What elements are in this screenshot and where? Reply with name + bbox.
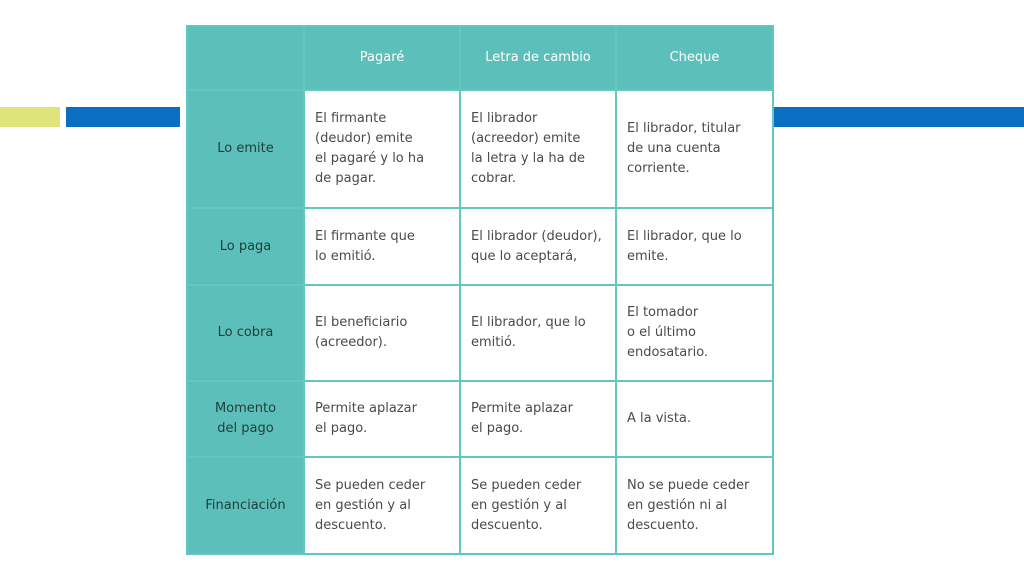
- decorative-yellow-bar: [0, 107, 60, 127]
- row-header: [187, 285, 304, 381]
- table-cell: [304, 285, 460, 381]
- cell-text: No se puede ceder en gestión ni al descuento.: [627, 477, 750, 533]
- cell-text: El librador, titular de una cuenta corriente.: [627, 121, 741, 176]
- cell-text: El librador, que lo emite.: [627, 228, 742, 264]
- row-header-label: Lo cobra: [217, 325, 274, 340]
- row-header-label: Lo paga: [219, 238, 272, 254]
- cell-text: Se pueden ceder en gestión y al descuento.: [471, 477, 582, 533]
- table-header-row: [187, 26, 773, 90]
- table-cell: [616, 208, 773, 285]
- cell-text: El librador (acreedor) emite la letra y la ha de cobrar.: [471, 111, 585, 186]
- cell-text: Se pueden ceder en gestión y al descuento.: [315, 477, 426, 533]
- cell-text: El librador, que lo emitió.: [471, 315, 586, 350]
- table-cell: [460, 208, 616, 285]
- row-header-label: Financiación: [205, 497, 286, 513]
- table-cell: [460, 90, 616, 208]
- decorative-blue-bar-left: [66, 107, 180, 127]
- row-header-label: Lo emite: [217, 141, 274, 156]
- cell-text: Permite aplazar el pago.: [471, 401, 573, 436]
- row-header-label: Momento del pago: [214, 401, 277, 436]
- table-row: [187, 285, 773, 381]
- table-cell: [304, 381, 460, 457]
- table-cell: [304, 208, 460, 285]
- cell-text: Permite aplazar el pago.: [315, 401, 417, 436]
- table-cell: [460, 457, 616, 554]
- table-cell: [304, 457, 460, 554]
- table-cell: [616, 457, 773, 554]
- table-row: [187, 381, 773, 457]
- row-header: [187, 457, 304, 554]
- cell-text: El firmante (deudor) emite el pagaré y lo ha de pagar.: [315, 111, 425, 186]
- table-cell: [616, 285, 773, 381]
- table-cell: [460, 285, 616, 381]
- cell-text: El tomador o el último endosatario.: [627, 305, 709, 360]
- column-header: Letra de cambio: [460, 26, 616, 90]
- cell-text: El beneficiario (acreedor).: [315, 315, 408, 350]
- cell-text: A la vista.: [627, 411, 692, 426]
- table-cell: [616, 90, 773, 208]
- comparison-table: [186, 25, 774, 555]
- row-header: [187, 381, 304, 457]
- decorative-blue-bar-right: [772, 107, 1024, 127]
- column-header: Pagaré: [304, 26, 460, 90]
- table-corner-cell: [187, 26, 304, 90]
- cell-text: El firmante que lo emitió.: [315, 228, 415, 264]
- table-row: [187, 457, 773, 554]
- cell-text: El librador (deudor), que lo aceptará,: [471, 228, 602, 264]
- table-row: [187, 208, 773, 285]
- table-cell: [304, 90, 460, 208]
- table-cell: [460, 381, 616, 457]
- table-cell: [616, 381, 773, 457]
- column-header: Cheque: [616, 26, 773, 90]
- table-row: [187, 90, 773, 208]
- row-header: [187, 90, 304, 208]
- row-header: [187, 208, 304, 285]
